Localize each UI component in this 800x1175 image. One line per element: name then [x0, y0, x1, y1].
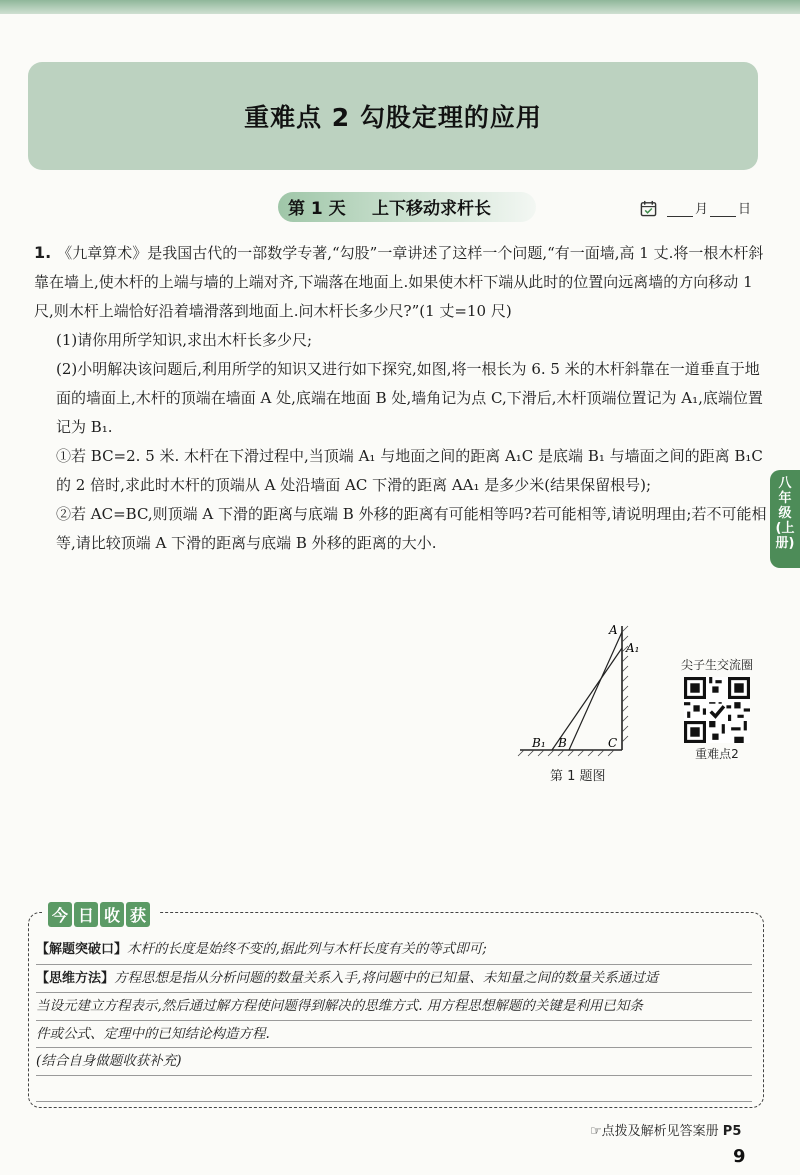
month-blank[interactable]: [667, 203, 693, 217]
method-text-3: 件或公式、定理中的已知结论构造方程.: [36, 1025, 270, 1042]
day-bar: [0, 190, 800, 226]
breakthrough-text: 木杆的长度是始终不变的,据此列与木杆长度有关的等式即可;: [127, 941, 487, 957]
page-title: 重难点 2 勾股定理的应用: [244, 103, 542, 132]
side-tab-line: 级: [778, 506, 792, 521]
label-b1: B₁: [532, 736, 546, 750]
qr-subtitle: 重难点2: [695, 747, 739, 761]
qr-code-icon[interactable]: [684, 677, 750, 743]
ladder-ab: [569, 632, 622, 750]
harvest-body: [36, 936, 752, 1102]
harvest-line: [36, 965, 752, 994]
answer-note: ☞点拨及解析见答案册: [590, 1124, 719, 1139]
harvest-line: [36, 993, 752, 1021]
qr-title: 尖子生交流圈: [680, 658, 753, 672]
side-tab-line: 册): [775, 536, 795, 551]
harvest-title-char: 今: [48, 902, 72, 927]
month-suffix: 月: [695, 202, 709, 217]
ladder-a1b1: [552, 648, 622, 750]
header-banner: [28, 62, 758, 170]
harvest-line: [36, 1021, 752, 1049]
question-part1: (1)请你用所学知识,求出木杆长多少尺;: [56, 331, 313, 349]
grade-side-tab: [770, 470, 800, 568]
question-stem: [34, 238, 774, 326]
day-topic: 上下移动求杆长: [372, 199, 491, 219]
method-label: 【思维方法】: [36, 970, 115, 986]
day-label: 第 1 天: [288, 199, 346, 219]
harvest-title-char: 收: [100, 902, 124, 927]
question-para1: 《九章算术》是我国古代的一部数学专著,“勾股”一章讲述了这样一个问题,“有一面墙,高 1 丈.将一根木杆斜靠在墙上,使木杆的上端与墙的上端对齐,下端落在地面上.如果使木杆下端从此时的位置向远离墙的方向移动 1 尺,则木杆上端恰好沿着墙滑落到地面上.问木杆长多少尺?”(1 丈=10 尺): [34, 244, 764, 320]
question-sub2: ②若 AC=BC,则顶端 A 下滑的距离与底端 B 外移的距离有可能相等吗?若可能相等,请说明理由;若不可能相等,请比较顶端 A 下滑的距离与底端 B 外移的距离的大小.: [56, 505, 767, 552]
question-1: [34, 238, 774, 558]
harvest-note: (结合自身做题收获补充): [36, 1053, 182, 1069]
harvest-blank-line[interactable]: [36, 1076, 752, 1103]
method-text-2: 当设元建立方程表示,然后通过解方程使问题得到解决的思维方式. 用方程思想解题的关键是利用已知条: [36, 998, 643, 1014]
figure-caption: 第 1 题图: [550, 769, 606, 784]
harvest-title: [48, 902, 152, 927]
harvest-line: [36, 936, 752, 965]
method-text-1: 方程思想是指从分析问题的数量关系入手,将问题中的已知量、未知量之间的数量关系通过适: [114, 969, 659, 986]
ladder-figure: [512, 620, 652, 780]
side-tab-line: 年: [778, 491, 792, 506]
harvest-line: [36, 1048, 752, 1076]
side-tab-line: 八: [778, 476, 792, 491]
date-field[interactable]: [640, 198, 751, 217]
calendar-check-icon: [640, 200, 657, 217]
ground-hatch: [518, 750, 614, 756]
label-c: C: [608, 736, 618, 750]
question-part2: (2)小明解决该问题后,利用所学的知识又进行如下探究,如图,将一根长为 6. 5 米的木杆斜靠在一道垂直于地面的墙面上,木杆的顶端在墙面 A 处,底端在地面 B 处,墙角记为点 C,下滑后,木杆顶端位置记为 A₁,底端位置记为 B₁.: [56, 360, 763, 436]
label-a1: A₁: [626, 641, 640, 655]
harvest-title-char: 日: [74, 902, 98, 927]
side-tab-line: (上: [775, 521, 795, 536]
label-a: A: [609, 623, 618, 637]
question-sub1: ①若 BC=2. 5 米. 木杆在下滑过程中,当顶端 A₁ 与地面之间的距离 A₁C 是底端 B₁ 与墙面之间的距离 B₁C 的 2 倍时,求此时木杆的顶端从 A 处沿墙面 AC 下滑的距离 AA₁ 是多少米(结果保留根号);: [56, 447, 763, 494]
answer-page-ref: P5: [722, 1124, 742, 1139]
qr-block[interactable]: [672, 656, 762, 762]
day-blank[interactable]: [710, 203, 736, 217]
top-strip: [0, 0, 800, 14]
harvest-title-char: 获: [126, 902, 150, 927]
question-number: 1.: [34, 243, 52, 262]
answer-reference: [590, 1120, 741, 1139]
page-number: 9: [733, 1146, 746, 1167]
label-b: B: [558, 736, 567, 750]
day-suffix: 日: [738, 202, 752, 217]
breakthrough-label: 【解题突破口】: [36, 942, 128, 957]
